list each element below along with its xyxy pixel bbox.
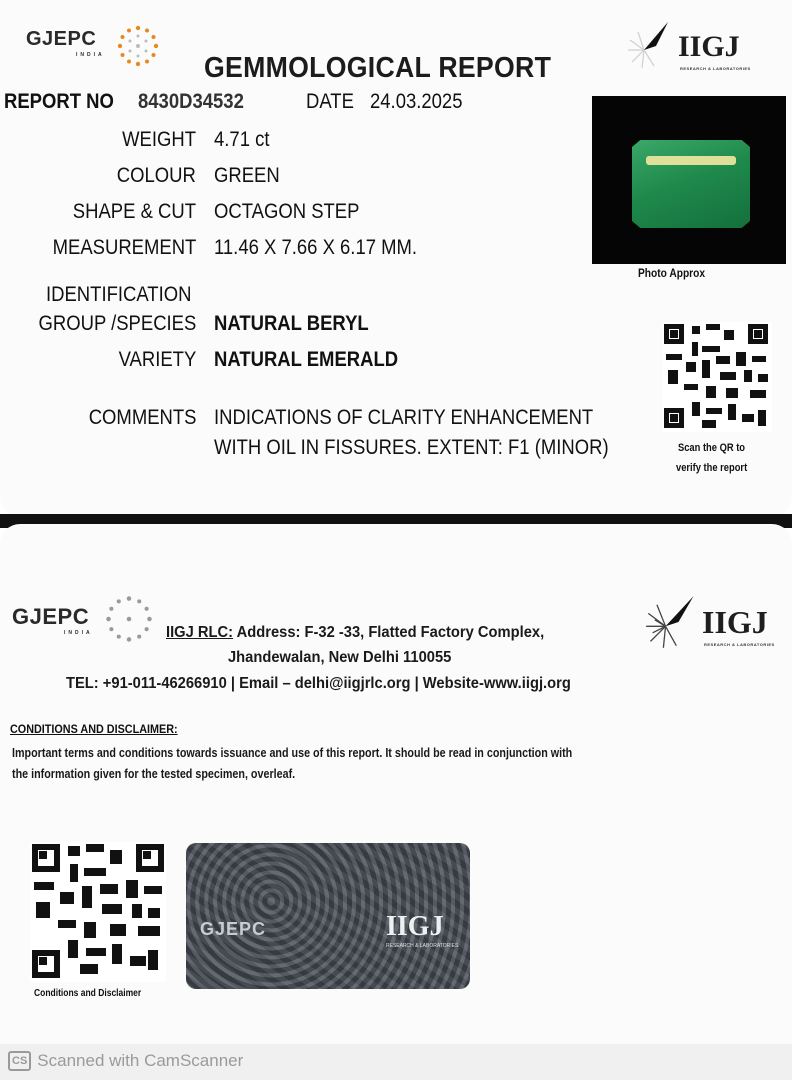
report-title: GEMMOLOGICAL REPORT bbox=[204, 52, 552, 84]
photo-caption: Photo Approx bbox=[638, 266, 706, 280]
comments-label: COMMENTS bbox=[88, 406, 196, 429]
shape-cut-label: SHAPE & CUT bbox=[72, 200, 196, 223]
iigj-burst-icon-back bbox=[644, 594, 700, 650]
hologram-gjepc-text: GJEPC bbox=[200, 919, 267, 939]
security-hologram bbox=[186, 843, 470, 989]
contact-line[interactable]: TEL: +91-011-46266910 | Email – delhi@iigjrlc.org | Website-www.iigj.org bbox=[66, 675, 571, 692]
gjepc-logo-back bbox=[12, 604, 93, 636]
variety-value: NATURAL EMERALD bbox=[214, 348, 399, 371]
date-label: DATE bbox=[306, 90, 354, 113]
gjepc-sun-icon bbox=[116, 24, 160, 68]
camscanner-icon: CS bbox=[8, 1051, 31, 1071]
address-line-1 bbox=[166, 624, 544, 642]
measurement-value: 11.46 X 7.66 X 6.17 MM. bbox=[214, 236, 418, 259]
gjepc-sun-icon-back bbox=[104, 594, 154, 644]
report-front-card bbox=[0, 0, 792, 518]
colour-label: COLOUR bbox=[116, 164, 196, 187]
gjepc-logo bbox=[26, 28, 105, 58]
iigj-logo bbox=[678, 30, 751, 71]
iigj-logo-text: IIGJ bbox=[678, 30, 740, 63]
disclaimer-line-2: the information given for the tested specimen, overleaf. bbox=[12, 767, 296, 781]
colour-value: GREEN bbox=[214, 164, 280, 187]
iigj-logo-sub: RESEARCH & LABORATORIES bbox=[680, 66, 751, 71]
hologram-sub-text: RESEARCH & LABORATORIES bbox=[386, 943, 459, 949]
gjepc-logo-back-sub: INDIA bbox=[64, 630, 93, 636]
qr-caption-line-2: verify the report bbox=[676, 462, 748, 474]
iigj-logo-back-sub: RESEARCH & LABORATORIES bbox=[704, 642, 775, 647]
group-species-value: NATURAL BERYL bbox=[214, 312, 369, 335]
address-line-2: Jhandewalan, New Delhi 110055 bbox=[228, 649, 452, 666]
disclaimer-qr-caption: Conditions and Disclaimer bbox=[34, 988, 142, 999]
camscanner-text: Scanned with CamScanner bbox=[37, 1051, 244, 1070]
emerald-gem bbox=[632, 140, 750, 228]
disclaimer-qr-code[interactable] bbox=[30, 842, 166, 982]
address-text: Address: F-32 -33, Flatted Factory Complex, bbox=[236, 624, 545, 641]
iigj-logo-back-text: IIGJ bbox=[702, 604, 768, 640]
comments-line-2: WITH OIL IN FISSURES. EXTENT: F1 (MINOR) bbox=[214, 436, 609, 459]
shape-cut-value: OCTAGON STEP bbox=[214, 200, 360, 223]
verify-qr-code[interactable] bbox=[662, 322, 772, 432]
identification-label: IDENTIFICATION bbox=[46, 283, 192, 306]
iigj-burst-icon bbox=[624, 20, 676, 72]
gjepc-logo-sub: INDIA bbox=[76, 52, 105, 58]
gem-photo bbox=[592, 96, 786, 264]
variety-label: VARIETY bbox=[118, 348, 196, 371]
weight-label: WEIGHT bbox=[122, 128, 196, 151]
hologram-iigj-text: IIGJ bbox=[386, 911, 444, 942]
report-no-value: 8430D34532 bbox=[138, 90, 244, 113]
qr-caption-line-1: Scan the QR to bbox=[678, 442, 746, 454]
comments-line-1: INDICATIONS OF CLARITY ENHANCEMENT bbox=[214, 406, 594, 429]
gjepc-logo-text: GJEPC bbox=[26, 28, 97, 50]
gjepc-logo-back-text: GJEPC bbox=[12, 604, 90, 629]
address-label: IIGJ RLC: bbox=[166, 624, 234, 641]
report-no-label: REPORT NO bbox=[4, 90, 114, 113]
disclaimer-heading: CONDITIONS AND DISCLAIMER: bbox=[10, 722, 178, 736]
iigj-logo-back bbox=[702, 604, 775, 647]
group-species-label: GROUP /SPECIES bbox=[38, 312, 196, 335]
camscanner-watermark bbox=[8, 1051, 243, 1071]
date-value: 24.03.2025 bbox=[370, 90, 463, 113]
measurement-label: MEASUREMENT bbox=[52, 236, 196, 259]
disclaimer-line-1: Important terms and conditions towards issuance and use of this report. It should be read in conjunction with bbox=[12, 746, 573, 760]
weight-value: 4.71 ct bbox=[214, 128, 270, 151]
